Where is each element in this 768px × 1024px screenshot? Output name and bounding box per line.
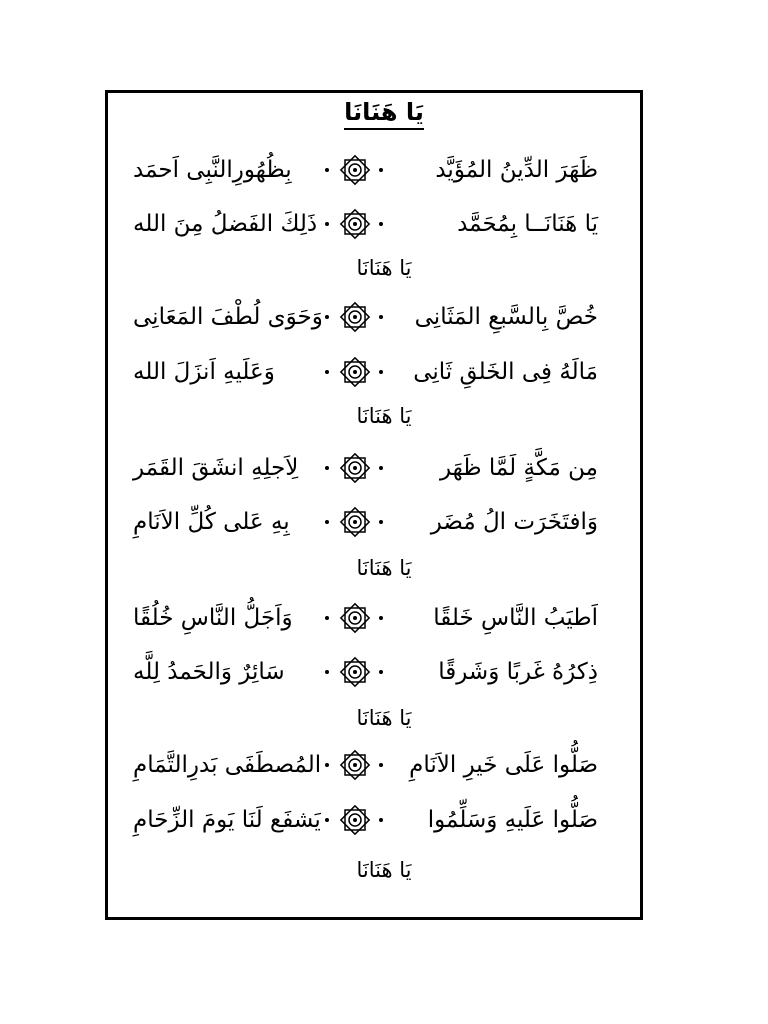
divider-dot [379, 616, 383, 620]
divider-dot [325, 168, 329, 172]
divider-dot [325, 670, 329, 674]
verse-divider [323, 502, 387, 542]
verse-first-hemistich: صَلُّوا عَلَى خَيرِ الاَنَامِ [409, 752, 598, 778]
divider-dot [379, 520, 383, 524]
verse-divider [323, 297, 387, 337]
verse-row [105, 598, 643, 638]
verse-second-hemistich: سَائِرٌ وَالحَمدُ لِلَّه [133, 659, 285, 685]
verse-second-hemistich: وَحَوَى لُطْفَ المَعَانِى [133, 304, 323, 330]
verse-second-hemistich: بِظُهُورِالنَّبِى اَحمَد [133, 157, 292, 183]
verse-first-hemistich: صَلُّوا عَلَيهِ وَسَلِّمُوا [427, 807, 598, 833]
divider-dot [325, 616, 329, 620]
verse-second-hemistich: لِاَجلِهِ انشَقَ القَمَر [133, 455, 299, 481]
divider-dot [379, 370, 383, 374]
ornamental-star-icon [337, 802, 373, 838]
refrain-line: يَا هَنَانَا [356, 556, 412, 580]
verse-second-hemistich: وَاَجَلُّ النَّاسِ خُلُقًا [133, 605, 293, 631]
divider-dot [325, 222, 329, 226]
ornamental-star-icon [337, 299, 373, 335]
verse-first-hemistich: مَالَهُ فِى الخَلقِ ثَانِى [413, 359, 598, 385]
divider-dot [379, 670, 383, 674]
verse-second-hemistich: ذَلِكَ الفَضلُ مِنَ الله [133, 211, 318, 237]
verse-first-hemistich: اَطيَبُ النَّاسِ خَلقًا [433, 605, 598, 631]
divider-dot [379, 222, 383, 226]
ornamental-star-icon [337, 504, 373, 540]
verse-divider [323, 598, 387, 638]
verse-row [105, 297, 643, 337]
verse-second-hemistich: وَعَلَيهِ اَنزَلَ الله [133, 359, 275, 385]
refrain-line: يَا هَنَانَا [356, 706, 412, 730]
divider-dot [379, 168, 383, 172]
divider-dot [379, 466, 383, 470]
verse-divider [323, 448, 387, 488]
ornamental-star-icon [337, 450, 373, 486]
verse-row [105, 352, 643, 392]
verse-divider [323, 150, 387, 190]
verse-row [105, 745, 643, 785]
refrain-line: يَا هَنَانَا [356, 858, 412, 882]
divider-dot [325, 520, 329, 524]
divider-dot [379, 763, 383, 767]
divider-dot [325, 315, 329, 319]
ornamental-star-icon [337, 747, 373, 783]
verse-second-hemistich: المُصطَفَى بَدرِالتَّمَامِ [133, 752, 322, 778]
ornamental-star-icon [337, 654, 373, 690]
ornamental-star-icon [337, 152, 373, 188]
divider-dot [379, 315, 383, 319]
verse-second-hemistich: يَشفَع لَنَا يَومَ الزِّحَامِ [133, 807, 321, 833]
verse-row [105, 204, 643, 244]
verse-row [105, 150, 643, 190]
verse-divider [323, 745, 387, 785]
divider-dot [325, 466, 329, 470]
verse-first-hemistich: خُصَّ بِالسَّبعِ المَثَانِى [414, 304, 598, 330]
divider-dot [325, 370, 329, 374]
divider-dot [379, 818, 383, 822]
verse-second-hemistich: بِهِ عَلى كُلِّ الاَنَامِ [133, 509, 290, 535]
ornamental-star-icon [337, 206, 373, 242]
poem-title-text: يَا هَنَانَا [344, 98, 424, 130]
poem-title [0, 98, 768, 126]
verse-divider [323, 800, 387, 840]
divider-dot [325, 763, 329, 767]
refrain-line: يَا هَنَانَا [356, 404, 412, 428]
verse-first-hemistich: يَا هَنَانَــا بِمُحَمَّد [457, 211, 598, 237]
verse-first-hemistich: ظَهَرَ الدِّينُ المُؤَيَّد [435, 157, 598, 183]
verse-first-hemistich: مِن مَكَّةٍ لَمَّا ظَهَر [439, 455, 598, 481]
verse-row [105, 502, 643, 542]
verse-row [105, 448, 643, 488]
verse-divider [323, 352, 387, 392]
verse-row [105, 800, 643, 840]
verse-first-hemistich: وَافتَخَرَت الُ مُضَر [430, 509, 598, 535]
refrain-line: يَا هَنَانَا [356, 256, 412, 280]
verse-first-hemistich: ذِكرُهُ غَربًا وَشَرقًا [438, 659, 598, 685]
ornamental-star-icon [337, 600, 373, 636]
ornamental-star-icon [337, 354, 373, 390]
verse-divider [323, 652, 387, 692]
verse-row [105, 652, 643, 692]
verse-divider [323, 204, 387, 244]
divider-dot [325, 818, 329, 822]
